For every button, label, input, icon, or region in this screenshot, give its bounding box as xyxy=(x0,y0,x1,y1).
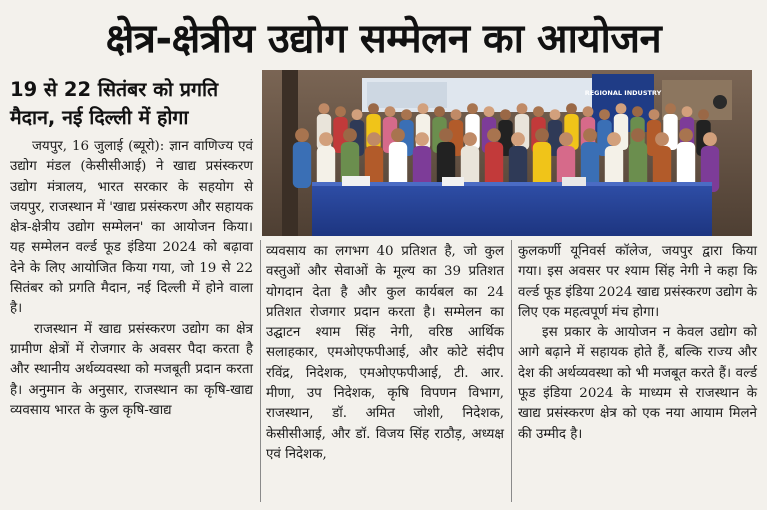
person-head xyxy=(415,132,429,146)
person-head xyxy=(467,103,478,114)
person-head xyxy=(335,106,346,117)
person-head xyxy=(484,106,495,117)
person-head xyxy=(439,128,453,142)
subheadline: 19 से 22 सितंबर को प्रगति मैदान, नई दिल्ली में होगा xyxy=(10,78,219,129)
article-column-2 xyxy=(266,242,504,465)
person-head xyxy=(391,128,405,142)
person-head xyxy=(511,132,525,146)
person-head xyxy=(533,106,544,117)
person-head xyxy=(631,128,645,142)
person-head xyxy=(679,128,693,142)
person-figure xyxy=(389,142,407,188)
person-head xyxy=(616,103,627,114)
person-head xyxy=(559,132,573,146)
article-column-1 xyxy=(10,137,253,421)
person-figure xyxy=(485,142,503,188)
person-head xyxy=(535,128,549,142)
person-head xyxy=(401,109,412,120)
person-head xyxy=(367,132,381,146)
person-head xyxy=(418,103,429,114)
person-head xyxy=(599,109,610,120)
person-head xyxy=(434,106,445,117)
event-photo xyxy=(262,70,752,236)
person-head xyxy=(500,109,511,120)
person-head xyxy=(319,132,333,146)
person-head xyxy=(682,106,693,117)
person-head xyxy=(665,103,676,114)
person-head xyxy=(451,109,462,120)
article-paragraph: व्यवसाय का लगभग 40 प्रतिशत है, जो कुल वस्तुओं और सेवाओं के मूल्य का 39 प्रतिशत योगदान देता है और कुल कार्यबल का 24 प्रतिशत रोजगार प्रदान करता है। सम्मेलन का उद्घाटन श्याम सिंह नेगी, वरिष्ठ आर्थिक सलाहकार, एमओएफपीआई, और कोटे संदीप रविंद्र, निदेशक, एमओएफपीआई, टी. आर. मीणा, उप निदेशक, कृषि विपणन विभाग, राजस्थान, डॉ. अमित जोशी, निदेशक, केसीसीआई, और डॉ. विजय सिंह राठौड़, अध्यक्ष एवं निदेशक, xyxy=(266,244,504,462)
person-head xyxy=(632,106,643,117)
article-paragraph: राजस्थान में खाद्य प्रसंस्करण उद्योग का क्षेत्र ग्रामीण क्षेत्रों में रोजगार के अवसर पैदा करता है और स्थानीय अर्थव्यवस्था को मजबूती प्रदान करता है। अनुमान के अनुसार, राजस्थान का कृषि-खाद्य व्यवसाय भारत के कुल कृषि-खाद्य xyxy=(10,321,253,418)
article-paragraph: इस प्रकार के आयोजन न केवल उद्योग को आगे बढ़ाने में सहायक होते हैं, बल्कि राज्य और देश की अर्थव्यवस्था को भी मजबूत करते हैं। वर्ल्ड फूड इंडिया 2024 के माध्यम से राजस्थान के खाद्य प्रसंस्करण क्षेत्र को एक नया आयाम मिलने की उम्मीद है। xyxy=(518,325,757,442)
person-head xyxy=(368,103,379,114)
article-column-3 xyxy=(518,242,757,445)
person-head xyxy=(698,109,709,120)
person-head xyxy=(649,109,660,120)
person-figure xyxy=(293,142,311,188)
person-figure xyxy=(629,142,647,188)
column-divider xyxy=(511,240,512,502)
article-paragraph: जयपुर, 16 जुलाई (ब्यूरो): ज्ञान वाणिज्य एवं उद्योग मंडल (केसीसीआई) ने खाद्य प्रसंस्करण उद्योग मंत्रालय, भारत सरकार के सहयोग से जयपुर, राजस्थान में 'खाद्य प्रसंस्करण और सहायक क्षेत्र-क्षेत्रीय उद्योग सम्मेलन' का आयोजन किया। यह सम्मेलन वर्ल्ड फूड इंडिया 2024 को बढ़ावा देने के लिए आयोजित किया गया, जो 19 से 22 सितंबर को प्रगति मैदान, नई दिल्ली में होने वाला है। xyxy=(10,139,253,317)
person-head xyxy=(655,132,669,146)
person-head xyxy=(463,132,477,146)
person-head xyxy=(703,132,717,146)
person-head xyxy=(352,109,363,120)
person-head xyxy=(583,106,594,117)
headline: क्षेत्र-क्षेत्रीय उद्योग सम्मेलन का आयोजन xyxy=(105,15,662,62)
person-head xyxy=(343,128,357,142)
group-photo-illustration xyxy=(262,70,752,236)
stage-table xyxy=(312,182,712,236)
person-head xyxy=(385,106,396,117)
person-head xyxy=(583,128,597,142)
person-head xyxy=(295,128,309,142)
person-figure xyxy=(677,142,695,188)
person-head xyxy=(319,103,330,114)
person-figure xyxy=(533,142,551,188)
column-divider xyxy=(260,240,261,502)
person-head xyxy=(607,132,621,146)
article-paragraph: कुलकर्णी यूनिवर्स कॉलेज, जयपुर द्वारा किया गया। इस अवसर पर श्याम सिंह नेगी ने कहा कि वर्ल्ड फूड इंडिया 2024 खाद्य प्रसंस्करण उद्योग के लिए एक महत्वपूर्ण मंच होगा। xyxy=(518,244,757,320)
person-head xyxy=(550,109,561,120)
person-head xyxy=(517,103,528,114)
person-head xyxy=(487,128,501,142)
person-head xyxy=(566,103,577,114)
banner-text: REGIONAL INDUSTRY xyxy=(584,89,662,97)
